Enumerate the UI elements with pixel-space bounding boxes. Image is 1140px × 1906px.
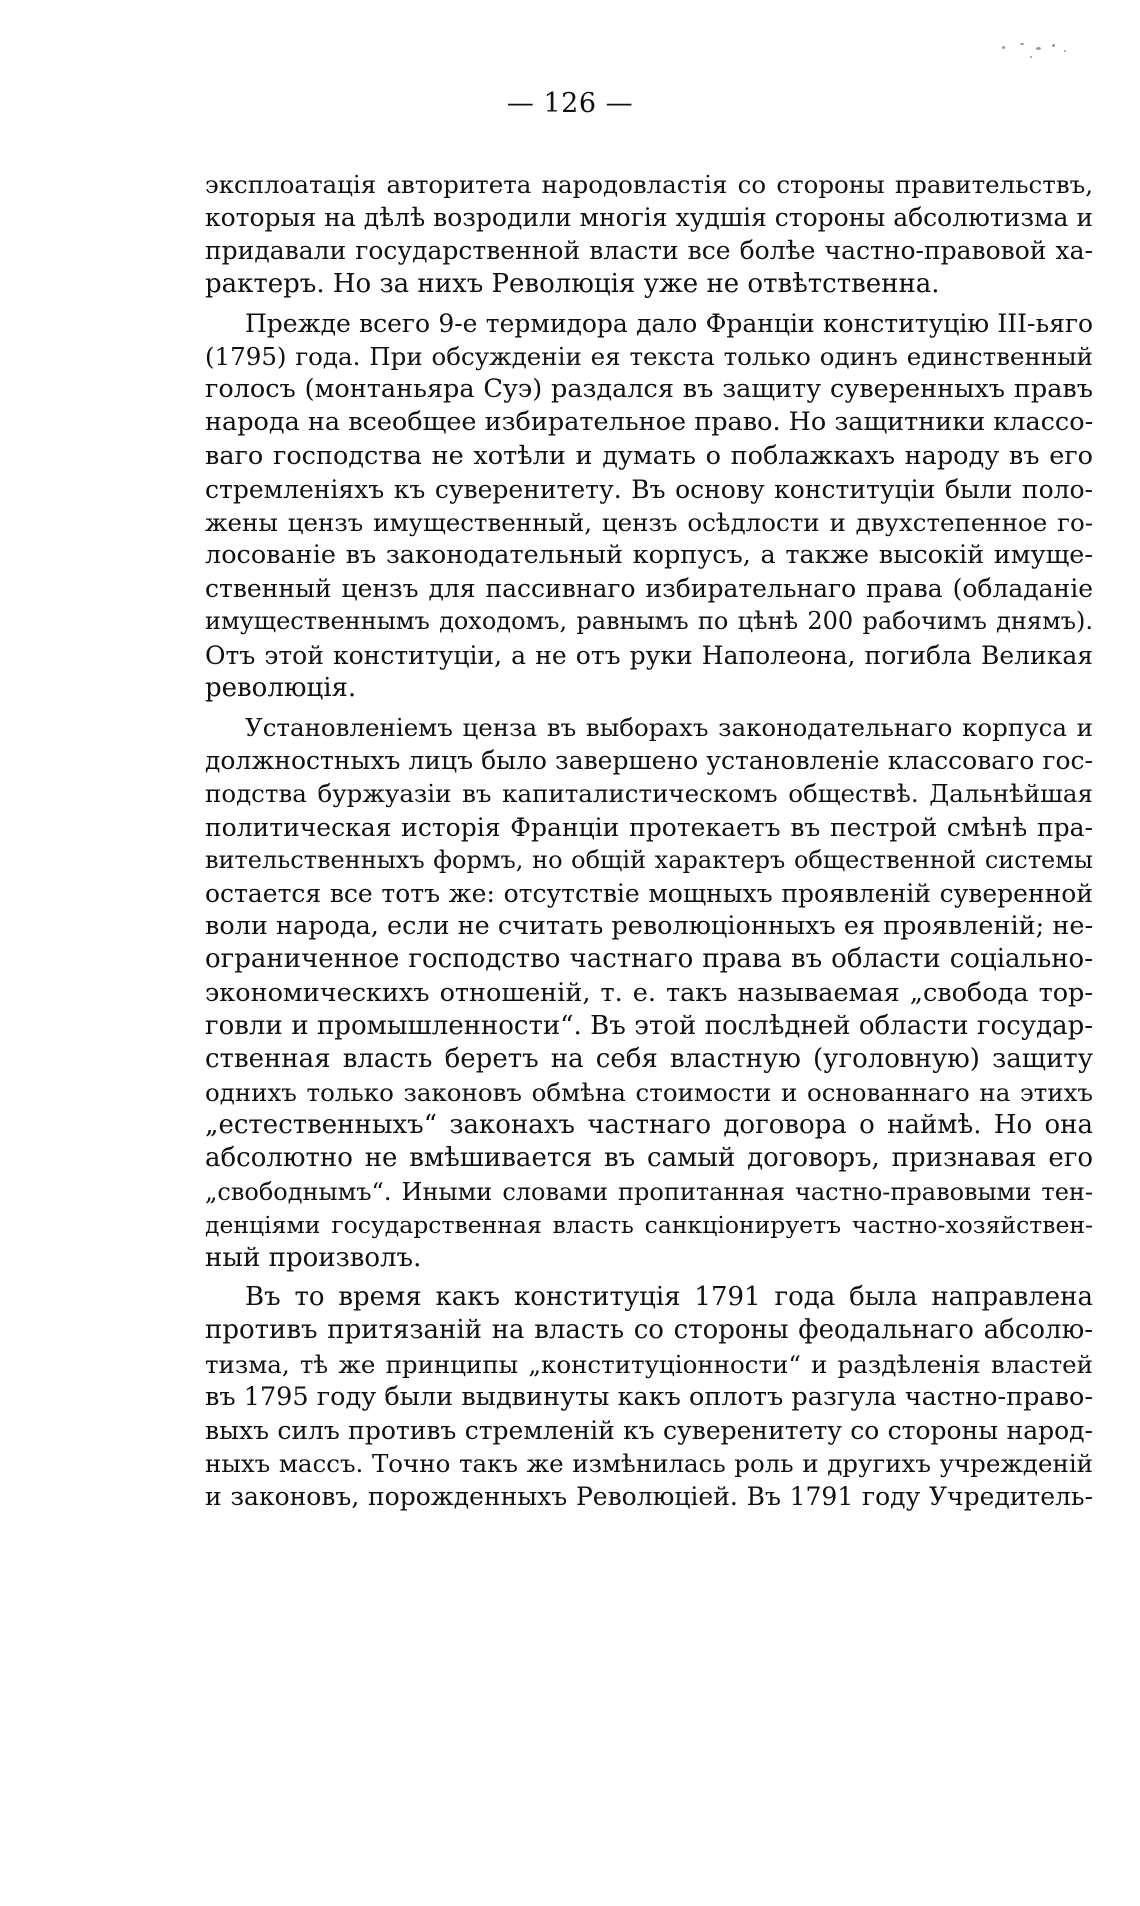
- text-line: и законовъ, порожденныхъ Революціей. Въ 1791 году Учредитель-: [205, 1482, 1093, 1512]
- print-specks-decoration: [990, 38, 1090, 68]
- text-line: должностныхъ лицъ было завершено установленіе классоваго гос-: [205, 746, 1093, 776]
- text-line: воли народа, если не считать революціонныхъ ея проявленій; не-: [205, 911, 1094, 942]
- text-line: денціями государственная власть санкціонируетъ частно-хозяйствен-: [205, 1210, 1093, 1239]
- text-line: противъ притязаній на власть со стороны феодальнаго абсолю-: [205, 1315, 1093, 1346]
- paragraph: [205, 1281, 1093, 1513]
- text-line: имущественнымъ доходомъ, равнымъ по цѣнѣ 200 рабочимъ днямъ).: [205, 607, 1093, 636]
- text-line: Въ то время какъ конституція 1791 года была направлена: [245, 1282, 1093, 1313]
- text-line: однихъ только законовъ обмѣна стоимости и основаннаго на этихъ: [205, 1078, 1093, 1108]
- text-line: жены цензъ имущественный, цензъ осѣдлости и двухстепенное го-: [205, 507, 1093, 537]
- text-line: (1795) года. При обсужденіи ея текста только одинъ единственный: [205, 341, 1093, 371]
- text-line: говли и промышленности“. Въ этой послѣдней области государ-: [205, 1010, 1093, 1041]
- text-line: экономическихъ отношеній, т. е. такъ называемая „свобода тор-: [205, 977, 1093, 1008]
- paragraph: [205, 307, 1093, 705]
- text-line: ваго господства не хотѣли и думать о поблажкахъ народу въ его: [205, 440, 1093, 471]
- text-line: остается все тотъ же: отсутствіе мощныхъ проявленій суверенной: [205, 878, 1093, 908]
- speck: [1020, 43, 1024, 45]
- text-line: Отъ этой конституціи, а не отъ руки Наполеона, погибла Великая: [205, 640, 1093, 670]
- paragraph: [205, 168, 1093, 301]
- speck: [1030, 56, 1032, 58]
- text-line: стремленіяхъ къ суверенитету. Въ основу конституціи были поло-: [205, 474, 1093, 504]
- text-line: ограниченное господство частнаго права въ области соціально-: [205, 944, 1093, 975]
- speck: [1064, 50, 1066, 52]
- paragraph: [205, 711, 1093, 1275]
- text-line: придавали государственной власти все болѣе частно-правовой ха-: [205, 236, 1093, 266]
- speck: [1002, 46, 1005, 49]
- text-line: народа на всеобщее избирательное право. Но защитники классо-: [205, 407, 1094, 438]
- text-line: голосъ (монтаньяра Суэ) раздался въ защиту суверенныхъ правъ: [205, 374, 1093, 405]
- text-line: вительственныхъ формъ, но общій характеръ общественной системы: [205, 845, 1093, 874]
- text-line: политическая исторія Франціи протекаетъ въ пестрой смѣнѣ пра-: [205, 812, 1093, 842]
- text-line: тизма, тѣ же принципы „конституціонности“ и раздѣленія властей: [205, 1349, 1093, 1379]
- speck: [1052, 44, 1055, 47]
- text-line: „свободнымъ“. Иными словами пропитанная частно-правовыми тен-: [205, 1177, 1093, 1206]
- text-line: ный произволъ.: [205, 1243, 422, 1273]
- text-line: подства буржуазіи въ капиталистическомъ обществѣ. Дальнѣйшая: [205, 779, 1093, 809]
- text-line: лосованіе въ законодательный корпусъ, а также высокій имуще-: [205, 540, 1093, 571]
- text-line: эксплоатація авторитета народовластія со стороны правительствъ,: [205, 170, 1093, 199]
- speck: [1036, 47, 1041, 50]
- text-line: въ 1795 году были выдвинуты какъ оплотъ разгула частно-право-: [205, 1381, 1093, 1412]
- text-line: „естественныхъ“ законахъ частнаго договора о наймѣ. Но она: [205, 1110, 1093, 1141]
- text-line: революція.: [205, 672, 357, 703]
- text-line: ственный цензъ для пассивнаго избирательнаго права (обладаніе: [205, 574, 1093, 604]
- body-text: [205, 168, 1093, 1514]
- text-line: Установленіемъ ценза въ выборахъ законодательнаго корпуса и: [245, 713, 1093, 742]
- text-line: ныхъ массъ. Точно такъ же измѣнилась роль и другихъ учрежденій: [205, 1449, 1093, 1479]
- page-number: — 126 —: [506, 88, 634, 119]
- text-line: абсолютно не вмѣшивается въ самый договоръ, признавая его: [205, 1143, 1093, 1174]
- text-line: которыя на дѣлѣ возродили многія худшія стороны абсолютизма и: [205, 203, 1093, 233]
- text-line: выхъ силъ противъ стремленій къ суверенитету со стороны народ-: [205, 1415, 1093, 1445]
- text-line: рактеръ. Но за нихъ Революція уже не отвѣтственна.: [205, 268, 940, 299]
- text-line: Прежде всего 9-е термидора дало Франціи конституцію III-ьяго: [245, 308, 1093, 338]
- text-line: ственная власть беретъ на себя властную (уголовную) защиту: [205, 1043, 1093, 1074]
